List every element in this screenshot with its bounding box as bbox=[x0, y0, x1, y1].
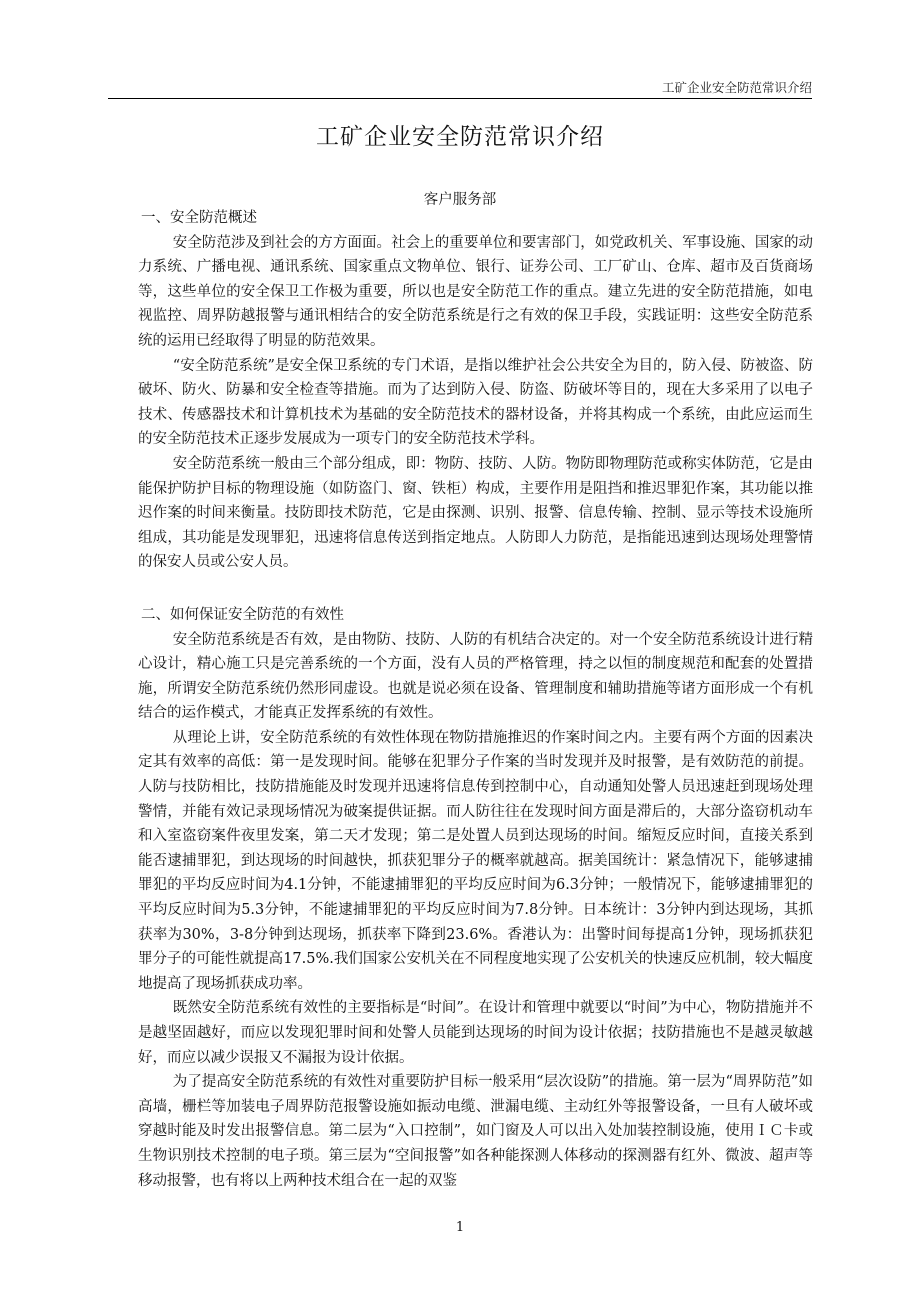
paragraph: 既然安全防范系统有效性的主要指标是“时间”。在设计和管理中就要以“时间”为中心，物防措施并不是越坚固越好，而应以发现犯罪时间和处警人员能到达现场的时间为设计依据；技防措施也不是越灵敏越好，而应以减少误报又不漏报为设计依据。 bbox=[138, 1000, 813, 1066]
document-body bbox=[138, 206, 813, 1193]
running-header: 工矿企业安全防范常识介绍 bbox=[661, 80, 812, 95]
section-heading: 二、如何保证安全防范的有效性 bbox=[141, 606, 344, 623]
page-number: 1 bbox=[455, 1220, 465, 1235]
document-title: 工矿企业安全防范常识介绍 bbox=[316, 124, 604, 150]
section bbox=[138, 206, 813, 575]
paragraph: 为了提高安全防范系统的有效性对重要防护目标一般采用“层次设防”的措施。第一层为“周界防范”如高墙，栅栏等加装电子周界防范报警设施如振动电缆、泄漏电缆、主动红外等报警设备，一旦有人破坏或穿越时能及时发出报警信息。第二层为“入口控制”，如门窗及人可以出入处加装控制设施，使用ＩＣ卡或生物识别技术控制的电子琐。第三层为“空间报警”如各种能探测人体移动的探测器有红外、微波、超声等移动报警，也有将以上两种技术组合在一起的双鉴 bbox=[138, 1074, 813, 1189]
paragraph: 从理论上讲，安全防范系统的有效性体现在物防措施推迟的作案时间之内。主要有两个方面的因素决定其有效率的高低：第一是发现时间。能够在犯罪分子作案的当时发现并及时报警，是有效防范的前提。人防与技防相比，技防措施能及时发现并迅速将信息传到控制中心，自动通知处警人员迅速赶到现场处理警情，并能有效记录现场情况为破案提供证据。而人防往往在发现时间方面是滞后的，大部分盗窃机动车和入室盗窃案件夜里发案，第二天才发现；第二是处置人员到达现场的时间。缩短反应时间，直接关系到能否逮捕罪犯，到达现场的时间越快，抓获犯罪分子的概率就越高。据美国统计：紧急情况下，能够逮捕罪犯的平均反应时间为4.1分钟，不能逮捕罪犯的平均反应时间为6.3分钟；一般情况下，能够逮捕罪犯的平均反应时间为5.3分钟，不能逮捕罪犯的平均反应时间为7.8分钟。日本统计：3分钟内到达现场，其抓获率为30%，3-8分钟到达现场，抓获率下降到23.6%。香港认为：出警时间每提高1分钟，现场抓获犯罪分子的可能性就提高17.5%.我们国家公安机关在不同程度地实现了公安机关的快速反应机制，较大幅度地提高了现场抓获成功率。 bbox=[138, 729, 813, 992]
section-spacer bbox=[138, 575, 813, 603]
paragraph: 安全防范系统是否有效，是由物防、技防、人防的有机结合决定的。对一个安全防范系统设计进行精心设计，精心施工只是完善系统的一个方面，没有人员的严格管理，持之以恒的制度规范和配套的处置措施，所谓安全防范系统仍然形同虚设。也就是说必须在设备、管理制度和辅助措施等诸方面形成一个有机结合的运作模式，才能真正发挥系统的有效性。 bbox=[138, 631, 813, 722]
header-divider bbox=[108, 98, 812, 99]
paragraph: “安全防范系统”是安全保卫系统的专门术语，是指以维护社会公共安全为目的，防入侵、防被盗、防破坏、防火、防暴和安全检查等措施。而为了达到防入侵、防盗、防破坏等目的，现在大多采用了以电子技术、传感器技术和计算机技术为基础的安全防范技术的器材设备，并将其构成一个系统，由此应运而生的安全防范技术正逐步发展成为一项专门的安全防范技术学科。 bbox=[138, 357, 813, 448]
paragraph: 安全防范涉及到社会的方方面面。社会上的重要单位和要害部门，如党政机关、军事设施、国家的动力系统、广播电视、通讯系统、国家重点文物单位、银行、证券公司、工厂矿山、仓库、超市及百货商场等，这些单位的安全保卫工作极为重要，所以也是安全防范工作的重点。建立先进的安全防范措施，如电视监控、周界防越报警与通讯相结合的安全防范系统是行之有效的保卫手段，实践证明：这些安全防范系统的运用已经取得了明显的防范效果。 bbox=[138, 234, 813, 349]
section-heading: 一、安全防范概述 bbox=[141, 210, 257, 226]
paragraph: 安全防范系统一般由三个部分组成，即：物防、技防、人防。物防即物理防范或称实体防范，它是由能保护防护目标的物理设施（如防盗门、窗、铁柜）构成，主要作用是阻挡和推迟罪犯作案，其功能以推迟作案的时间来衡量。技防即技术防范，它是由探测、识别、报警、信息传输、控制、显示等技术设施所组成，其功能是发现罪犯，迅速将信息传送到指定地点。人防即人力防范，是指能迅速到达现场处理警情的保安人员或公安人员。 bbox=[138, 455, 813, 571]
section bbox=[138, 603, 813, 1193]
document-author: 客户服务部 bbox=[423, 192, 497, 208]
